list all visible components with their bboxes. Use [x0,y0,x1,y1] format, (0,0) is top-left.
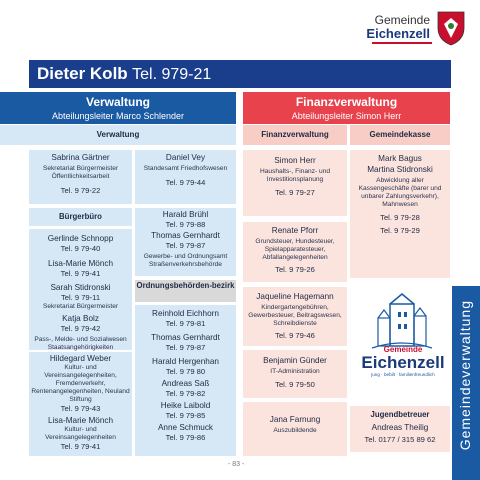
section-title: Bürgerbüro [59,212,102,221]
person-name: Simon Herr [274,156,316,165]
side-label-text: Gemeindeverwaltung [457,300,473,451]
dept-subtitle: Abteilungsleiter Simon Herr [291,111,402,121]
card-jana [243,402,347,456]
person-name: Martina Stidronski [367,165,433,174]
person-desc: Grundsteuer, Hundesteuer, Spielapparatesteuer, Abfallangelegenheiten [255,238,335,261]
person-tel: Tel. 9 79-87 [165,241,206,250]
card-renate [243,222,347,282]
person-name: Mark Bagus [378,154,422,163]
page-title [29,60,451,88]
card-kasse [350,150,450,278]
person-name: Andreas Theilig [371,423,429,432]
card-daniel [135,150,236,204]
person-name: Harald Brühl [162,210,209,219]
person-name: Thomas Gernhardt [151,231,220,240]
subheader-finanz: Finanzverwaltung [243,125,347,145]
person-tel: Tel. 9 79-27 [275,188,315,197]
subheader-verwaltung: Verwaltung [0,125,236,145]
card-sabrina [29,150,132,204]
coat-of-arms-icon [436,10,466,46]
head-name: Dieter Kolb [37,64,128,83]
card-benjamin [243,350,347,398]
person-tel: Tel. 9 79-88 [165,220,206,229]
person-name: Andreas Saß [161,379,210,388]
person-tel: Tel. 9 79-82 [165,389,206,398]
card-jaqueline [243,287,347,346]
person-desc: Abwicklung aller Kassengeschäfte (barer und unbarer Zahlungsverkehr), Mahnwesen [358,177,442,208]
side-label [437,300,480,450]
card-jugend [350,406,450,452]
person-tel: Tel. 9 79-28 [380,213,420,222]
person-desc: Sekretariat Bürgermeister Öffentlichkeitsarbeit [42,165,119,180]
logo-tagline: jung · bebilt · familienfreundlich [371,372,435,377]
section-title: Jugendbetreuer [370,410,430,419]
person-desc: Kultur- und Vereinsangelegenheiten, Fremdenverkehr, Rentenangelegenheiten, Neuland Stiftung [31,364,130,403]
person-tel: Tel. 9 79-26 [275,265,315,274]
eichenzell-logo [357,346,449,378]
municipality-logo-text [366,14,430,40]
person-tel: Tel. 9 79-85 [165,411,206,420]
dept-verwaltung-header [0,92,236,124]
person-name: Jaqueline Hagemann [256,292,334,301]
person-desc: Standesamt Friedhofswesen [143,165,228,172]
subheader-kasse: Gemeindekasse [350,125,450,145]
card-ordnung-list [135,305,236,456]
section-title: Ordnungsbehörden-bezirk [136,281,235,290]
head-tel: Tel. 979-21 [132,66,212,83]
person-tel: Tel. 9 79 80 [165,367,206,376]
person-name: Sabrina Gärtner [51,153,110,162]
card-buergerbuero-list [29,229,132,350]
person-name: Anne Schmuck [157,423,214,432]
person-name: Daniel Vey [165,153,206,162]
person-tel: Tel. 9 79-40 [60,244,101,253]
person-name: Benjamin Günder [263,356,327,365]
person-tel: Tel. 9 79-41 [60,269,101,278]
person-name: Reinhold Eichhorn [152,309,219,318]
person-tel: Tel. 9 79-41 [60,442,101,451]
logo-line2: Eichenzell [361,353,445,372]
person-tel: Tel. 9 79-86 [165,433,206,442]
section-desc: Gewerbe- und Ordnungsamt Straßenverkehrsbehörde [143,253,228,268]
person-desc: Kultur- und Vereinsangelegenheiten [45,426,116,441]
person-tel: Tel. 9 79-87 [165,343,206,352]
person-tel: Tel. 0177 / 315 89 62 [364,435,436,444]
person-tel: Tel. 9 79-42 [60,324,101,333]
dept-title: Finanzverwaltung [295,95,398,109]
dept-title: Verwaltung [85,95,150,109]
page-number: - 83 - [228,461,245,468]
person-tel: Tel. 9 79-29 [380,226,420,235]
dept-subtitle: Abteilungsleiter Marco Schlender [51,111,185,121]
person-name: Jana Farnung [269,415,321,424]
person-desc: Auszubildende [273,427,317,434]
person-tel: Tel. 9 79-11 [60,293,101,302]
section-buergerbuero [29,208,132,226]
dept-finanz-header [243,92,450,124]
person-name: Heike Laibold [160,401,211,410]
person-name: Hildegard Weber [49,354,112,363]
logo-line2: Eichenzell [366,25,430,41]
person-name: Sarah Stidronski [50,283,111,292]
card-gewerbe [135,208,236,276]
person-tel: Tel. 9 79-81 [165,319,206,328]
person-name: Thomas Gernhardt [151,333,220,342]
person-tel: Tel. 9 79-43 [60,404,101,413]
person-tel: Tel. 9 79-46 [275,331,315,340]
person-desc: Sekretariat Bürgermeister [42,303,119,310]
person-tel: Tel. 9 79-50 [275,380,315,389]
person-tel: Tel. 9 79-22 [60,186,101,195]
person-name: Lisa-Marie Mönch [47,416,114,425]
person-desc: Kindergartengebühren, Gewerbesteuer, Beitragswesen, Schreibdienste [248,304,342,327]
logo-line1: Gemeinde [383,345,423,354]
person-name: Gerlinde Schnopp [47,234,114,243]
person-name: Katja Bolz [62,314,99,323]
card-simon [243,150,347,216]
person-name: Renate Pforr [271,226,319,235]
person-desc: Haushalts-, Finanz- und Investitionsplanung [259,168,330,183]
person-desc: Pass-, Melde- und Sozialwesen Staatsangehörigkeiten [34,336,127,351]
section-ordnungsbezirk [135,280,236,302]
logo-underline [372,42,432,44]
person-tel: Tel. 9 79-44 [165,178,206,187]
card-kultur [29,352,132,456]
person-desc: IT-Administration [270,368,320,375]
logo-line1: Gemeinde [374,13,430,27]
person-name: Harald Hergenhan [152,357,219,366]
person-name: Lisa-Marie Mönch [47,259,114,268]
